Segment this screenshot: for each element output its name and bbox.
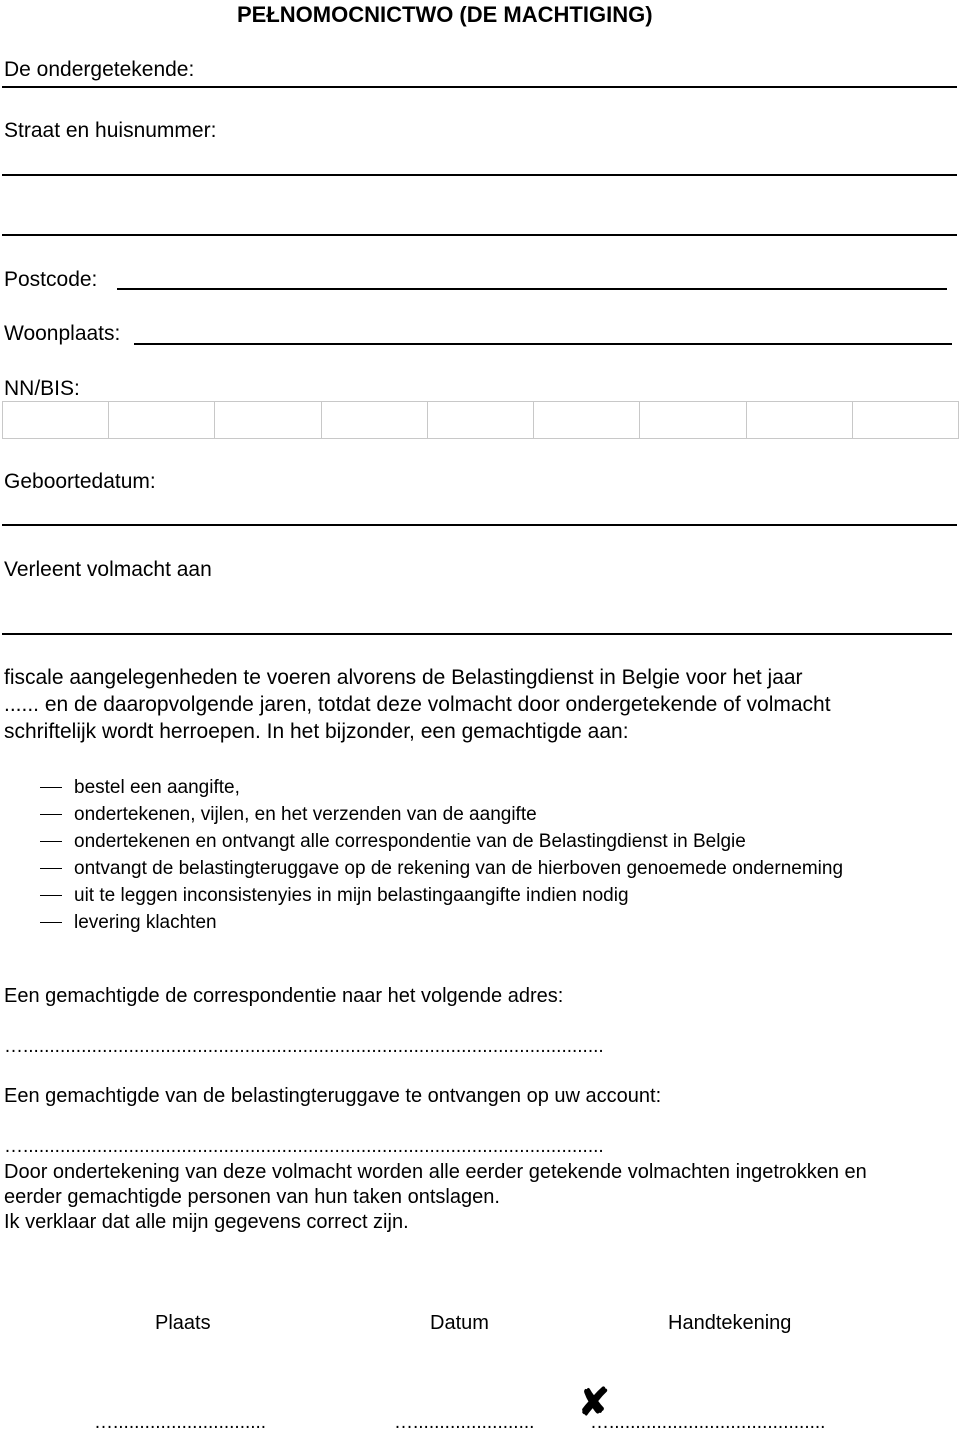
gemachtigde-line[interactable] [2,633,952,635]
volmacht-paragraph [4,664,959,745]
dash-icon [40,814,62,815]
geboortedatum-label: Geboortedatum: [4,470,156,493]
nnbis-box[interactable] [109,402,215,438]
correspondentie-adres-field[interactable]: ….............................................................................................................. [4,1036,604,1057]
postcode-label: Postcode: [4,268,98,291]
nnbis-box[interactable] [853,402,958,438]
closing-paragraph [4,1160,959,1235]
document-title: PEŁNOMOCNICTWO (DE MACHTIGING) [237,2,653,27]
handtekening-label: Handtekening [668,1312,792,1334]
datum-field[interactable]: …....................... [394,1412,535,1433]
list-item [40,882,843,909]
nnbis-box[interactable] [428,402,534,438]
dash-icon [40,841,62,842]
nnbis-box[interactable] [640,402,746,438]
paragraph-line: fiscale aangelegenheden te voeren alvorens de Belastingdienst in Belgie voor het jaar [4,666,803,689]
datum-label: Datum [430,1312,489,1334]
bevoegdheden-list [40,774,843,936]
list-item-text: bestel een aangifte, [74,777,240,798]
straat-line-1[interactable] [2,174,957,176]
ondergetekende-line[interactable] [2,86,957,88]
list-item [40,801,843,828]
list-item-text: uit te leggen inconsistenyies in mijn belastingaangifte indien nodig [74,885,629,906]
closing-line: Ik verklaar dat alle mijn gegevens correct zijn. [4,1211,409,1233]
list-item [40,909,843,936]
geboortedatum-line[interactable] [2,524,957,526]
dash-icon [40,868,62,869]
list-item [40,855,843,882]
closing-line: Door ondertekening van deze volmacht worden alle eerder getekende volmachten ingetrokken en [4,1161,867,1183]
nnbis-box[interactable] [322,402,428,438]
plaats-field[interactable]: …............................. [94,1412,267,1433]
dash-icon [40,922,62,923]
paragraph-line: ...... en de daaropvolgende jaren, totdat deze volmacht door ondergetekende of volmacht [4,693,831,716]
straat-line-2[interactable] [2,234,957,236]
nnbis-box[interactable] [3,402,109,438]
nnbis-box[interactable] [215,402,321,438]
woonplaats-line[interactable] [134,343,952,345]
list-item-text: ondertekenen en ontvangt alle correspondentie van de Belastingdienst in Belgie [74,831,746,852]
closing-line: eerder gemachtigde personen van hun taken ontslagen. [4,1186,500,1208]
dash-icon [40,787,62,788]
cross-icon: ✘ [578,1382,610,1424]
list-item [40,828,843,855]
straat-label: Straat en huisnummer: [4,119,217,142]
nnbis-input-grid[interactable] [2,401,959,439]
account-label: Een gemachtigde van de belastingteruggave te ontvangen op uw account: [4,1085,662,1107]
paragraph-line: schriftelijk wordt herroepen. In het bijzonder, een gemachtigde aan: [4,720,629,743]
list-item-text: levering klachten [74,912,217,933]
plaats-label: Plaats [155,1312,211,1334]
dash-icon [40,895,62,896]
ondergetekende-label: De ondergetekende: [4,58,195,81]
handtekening-field[interactable]: …......................................... [590,1412,826,1433]
woonplaats-label: Woonplaats: [4,322,121,345]
verleent-label: Verleent volmacht aan [4,558,212,581]
list-item-text: ondertekenen, vijlen, en het verzenden van de aangifte [74,804,537,825]
postcode-line[interactable] [117,288,947,290]
correspondentie-label: Een gemachtigde de correspondentie naar het volgende adres: [4,985,564,1007]
nnbis-box[interactable] [534,402,640,438]
account-field[interactable]: ….............................................................................................................. [4,1136,604,1157]
nnbis-box[interactable] [747,402,853,438]
list-item [40,774,843,801]
list-item-text: ontvangt de belastingteruggave op de rekening van de hierboven genoemede onderneming [74,858,844,879]
nnbis-label: NN/BIS: [4,377,80,400]
